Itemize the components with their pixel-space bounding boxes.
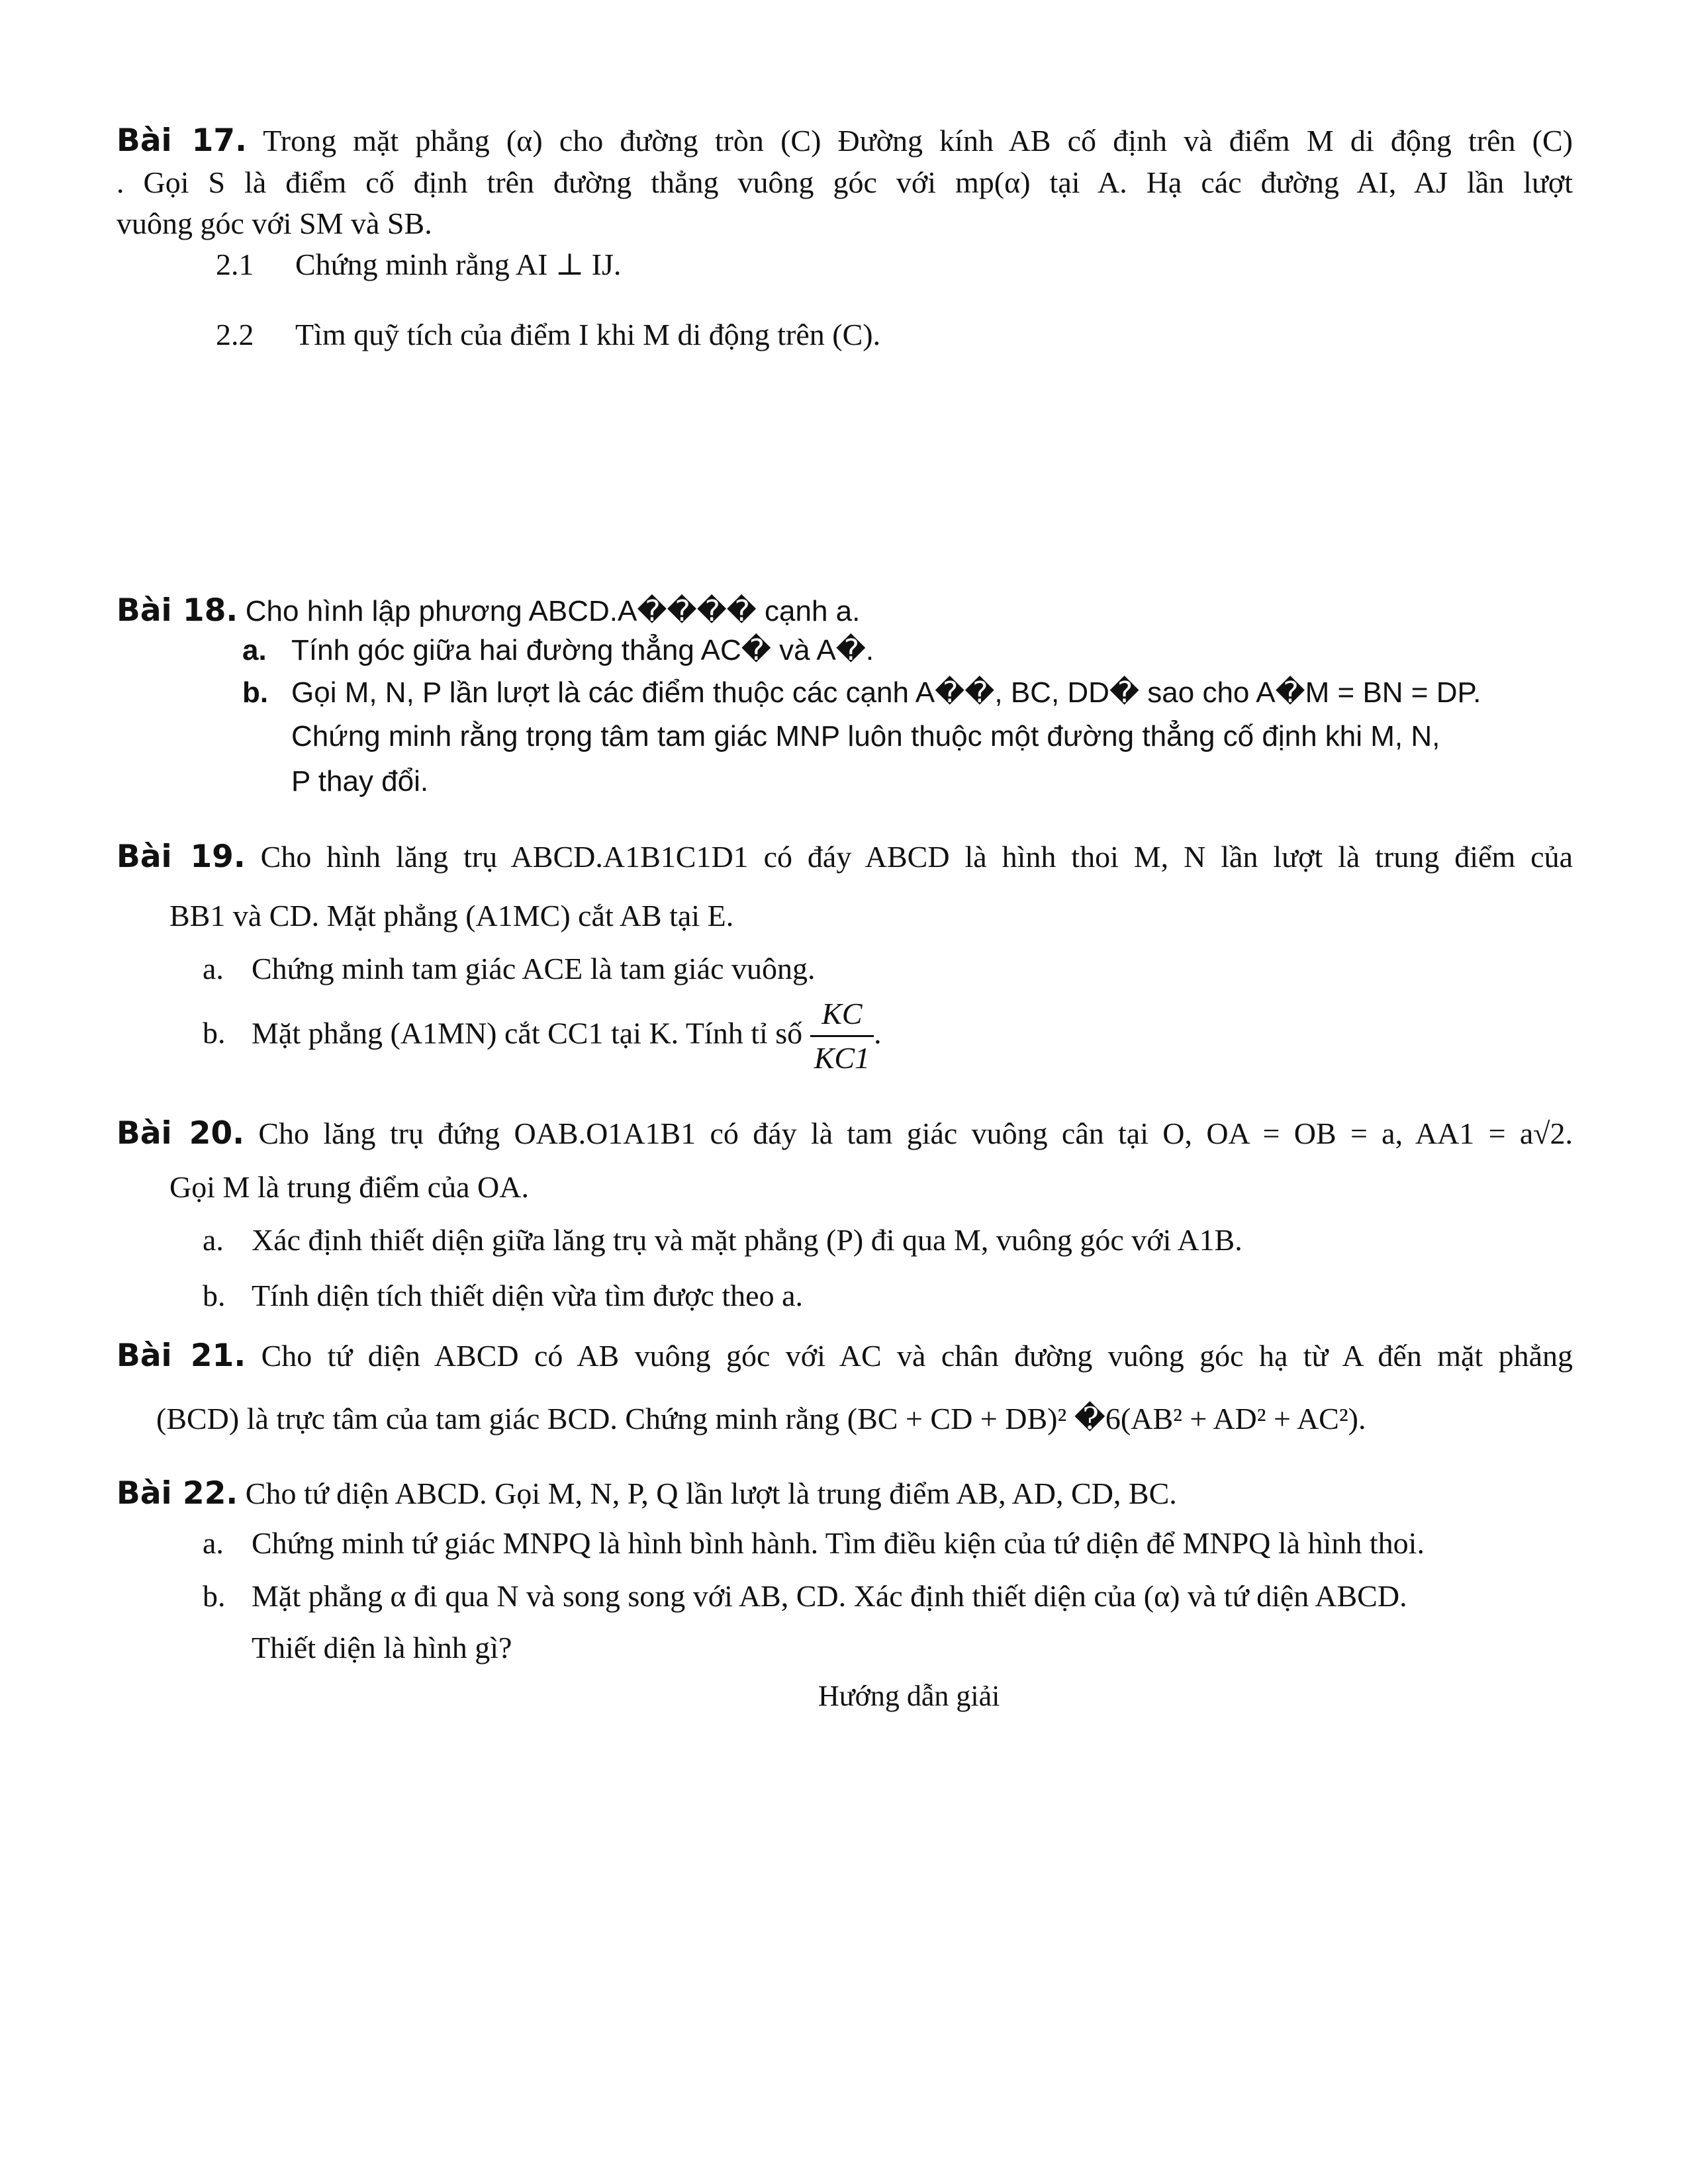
solution-heading: Hướng dẫn giải — [818, 1680, 1000, 1712]
problem-19-item-a: a. Chứng minh tam giác ACE là tam giác vuông. — [203, 952, 816, 985]
problem-18-item-a: a. Tính góc giữa hai đường thẳng AC� và A�. — [242, 634, 874, 666]
problem-18-item-b-line-3: P thay đổi. — [291, 765, 429, 797]
problem-21-label: Bài 21. — [117, 1338, 246, 1374]
problem-22-item-a: a. Chứng minh tứ giác MNPQ là hình bình hành. Tìm điều kiện của tứ diện để MNPQ là hình thoi. — [203, 1526, 1425, 1560]
problem-22-label: Bài 22. — [117, 1475, 238, 1512]
problem-17-line-2: . Gọi S là điểm cố định trên đường thẳng vuông góc với mp(α) tại A. Hạ các đường AI, AJ lần lượt — [117, 165, 1573, 199]
problem-18-line-1: Bài 18. Cho hình lập phương ABCD.A���� cạnh a. — [117, 592, 861, 629]
problem-20-label: Bài 20. — [117, 1115, 245, 1152]
problem-17-subitem-1: 2.1 Chứng minh rằng AI ⊥ IJ. — [216, 248, 622, 281]
problem-19-line-2: BB1 và CD. Mặt phẳng (A1MC) cắt AB tại E. — [169, 899, 734, 933]
problem-17-text-1: Trong mặt phẳng (α) cho đường tròn (C) Đường kính AB cố định và điểm M di động trên (C) — [263, 124, 1573, 158]
problem-21-line-1: Bài 21. Cho tứ diện ABCD có AB vuông góc với AC và chân đường vuông góc hạ từ A đến mặt phẳng — [117, 1338, 1573, 1374]
problem-20-line-2: Gọi M là trung điểm của OA. — [169, 1170, 529, 1204]
problem-17-label: Bài 17. — [117, 122, 247, 159]
problem-22-line-1: Bài 22. Cho tứ diện ABCD. Gọi M, N, P, Q lần lượt là trung điểm AB, AD, CD, BC. — [117, 1475, 1177, 1512]
problem-18-item-b-line-2: Chứng minh rằng trọng tâm tam giác MNP luôn thuộc một đường thẳng cố định khi M, N, — [291, 720, 1440, 752]
problem-19-line-1: Bài 19. Cho hình lăng trụ ABCD.A1B1C1D1 có đáy ABCD là hình thoi M, N lần lượt là trung điểm của — [117, 839, 1573, 875]
problem-20-line-1: Bài 20. Cho lăng trụ đứng OAB.O1A1B1 có đáy là tam giác vuông cân tại O, OA = OB = a, AA1 = a√2. — [117, 1115, 1573, 1152]
problem-21-line-2: (BCD) là trực tâm của tam giác BCD. Chứng minh rằng (BC + CD + DB)² �6(AB² + AD² + AC²). — [156, 1402, 1366, 1435]
problem-20-item-a: a. Xác định thiết diện giữa lăng trụ và mặt phẳng (P) đi qua M, vuông góc với A1B. — [203, 1223, 1243, 1257]
problem-17-line-3: vuông góc với SM và SB. — [117, 206, 432, 240]
problem-22-item-b: b. Mặt phẳng α đi qua N và song song với AB, CD. Xác định thiết diện của (α) và tứ diện ABCD. — [203, 1579, 1407, 1613]
problem-19-label: Bài 19. — [117, 839, 246, 875]
problem-19-item-b: b. Mặt phẳng (A1MN) cắt CC1 tại K. Tính tỉ số $\frac{KC}{KC1}$ . — [203, 993, 882, 1080]
ratio-fraction: $\frac{KC}{KC1}$ — [810, 993, 874, 1080]
problem-22-item-b-line-2: Thiết diện là hình gì? — [252, 1631, 512, 1664]
problem-20-item-b: b. Tính diện tích thiết diện vừa tìm được theo a. — [203, 1279, 803, 1312]
problem-18-label: Bài 18. — [117, 592, 238, 629]
problem-17-line-1 — [117, 119, 1573, 163]
problem-18-item-b: b. Gọi M, N, P lần lượt là các điểm thuộc các cạnh A��, BC, DD� sao cho A�M = BN = DP. — [242, 676, 1481, 709]
problem-17-subitem-2: 2.2 Tìm quỹ tích của điểm I khi M di động trên (C). — [216, 318, 881, 351]
